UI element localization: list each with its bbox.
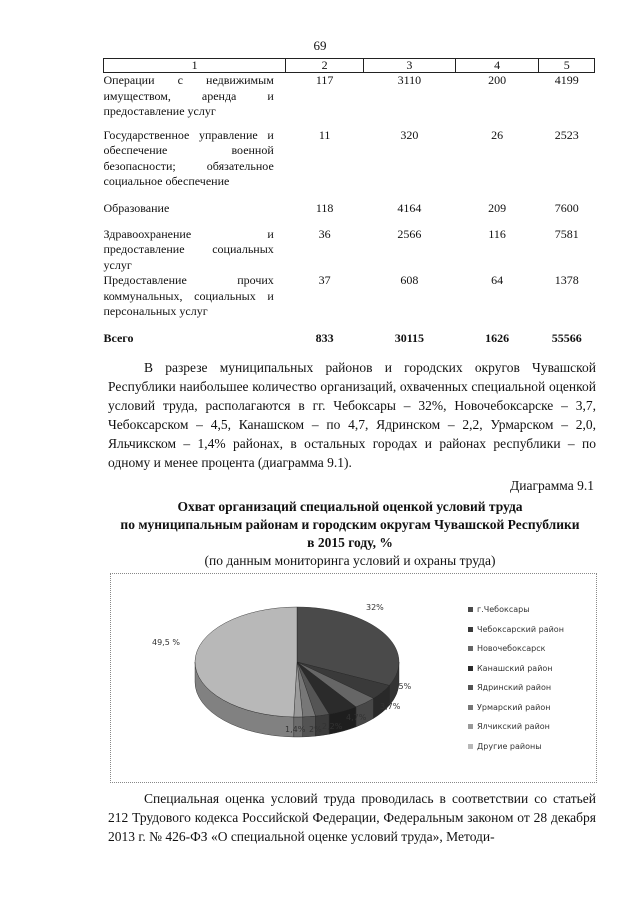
legend-item (468, 717, 564, 737)
cell: 64 (491, 273, 504, 287)
cell: 200 (488, 73, 507, 87)
cell: 833 (315, 331, 334, 345)
header-cell: 1 (104, 59, 286, 73)
data-label: 32% (366, 603, 384, 612)
legend-label: Новочебоксарск (477, 644, 546, 654)
cell: 320 (400, 127, 419, 142)
cell: 4164 (397, 200, 422, 215)
paragraph-1: В разрезе муниципальных районов и городских округов Чувашской Республики наибольшее количество организаций, охваченных специальной оценкой условий труда, располагаются в гг. Чебоксары – 32%, Новочебоксарске – 3,7, Чебоксарском – 4,5, Канашском – по 4,7, Ядринском – 2,2, Урмарском – 2,0, Яльчикском – 1,4% районах, в остальных городах и районах республики – по одному и менее процента (диаграмма 9.1). (108, 360, 596, 470)
legend-label: Ялчикский район (477, 722, 550, 732)
row-label: Предоставление прочих коммунальных, социальных и персональных услуг (103, 273, 274, 318)
legend-label: Урмарский район (477, 702, 551, 712)
legend-label: г.Чебоксары (477, 605, 530, 615)
data-label: 4,7% (346, 713, 367, 722)
legend-swatch (468, 627, 473, 632)
data-label: 1,4% (285, 725, 306, 734)
legend-swatch (468, 666, 473, 671)
diagram-label: Диаграмма 9.1 (510, 478, 594, 493)
legend-item (468, 678, 564, 698)
chart-title-line: в 2015 году, % (307, 535, 393, 550)
header-cell: 4 (455, 59, 539, 73)
row-label: Здравоохранение и предоставление социальных услуг (103, 226, 274, 272)
legend-swatch (468, 685, 473, 690)
cell: 26 (491, 127, 504, 142)
row-label: Операции с недвижимым имуществом, аренда и предоставление услуг (103, 73, 274, 118)
cell: 116 (488, 226, 506, 241)
data-label: 3,7% (380, 702, 401, 711)
cell: 3110 (397, 73, 422, 87)
data-label: .5% (396, 682, 412, 691)
chart-legend (468, 600, 564, 756)
data-label: 2% (309, 725, 322, 734)
header-cell: 2 (286, 59, 364, 73)
row-label: Государственное управление и обеспечение военной безопасности; обязательное социальное обеспечение (103, 127, 274, 188)
legend-swatch (468, 646, 473, 651)
cell: 37 (318, 273, 331, 287)
cell: 7581 (554, 226, 579, 241)
legend-item (468, 659, 564, 679)
legend-label: Канашский район (477, 663, 553, 673)
legend-item (468, 600, 564, 620)
cell: 209 (488, 200, 507, 215)
header-cell: 3 (364, 59, 456, 73)
chart-subtitle: (по данным мониторинга условий и охраны труда) (204, 553, 496, 568)
data-label: 49,5 % (152, 638, 180, 647)
legend-item (468, 737, 564, 757)
cell: 11 (318, 127, 331, 142)
legend-item (468, 639, 564, 659)
cell: 1626 (485, 331, 510, 345)
cell: 2523 (554, 127, 579, 142)
cell: 30115 (394, 331, 425, 345)
cell: 117 (315, 73, 334, 87)
cell: 1378 (554, 273, 579, 287)
legend-label: Другие районы (477, 741, 542, 751)
legend-label: Ядринский район (477, 683, 552, 693)
chart-title-line: по муниципальным районам и городским округам Чувашской Республики (120, 517, 580, 532)
cell: 55566 (551, 331, 582, 345)
header-cell: 5 (539, 59, 595, 73)
row-label: Образование (103, 200, 170, 215)
row-label: Всего (103, 331, 134, 345)
legend-swatch (468, 705, 473, 710)
cell: 4199 (554, 73, 579, 87)
cell: 118 (315, 200, 334, 215)
cell: 608 (400, 273, 419, 287)
legend-swatch (468, 607, 473, 612)
legend-item (468, 698, 564, 718)
chart-title-line: Охват организаций специальной оценкой условий труда (177, 499, 523, 514)
legend-swatch (468, 724, 473, 729)
legend-label: Чебоксарский район (477, 624, 564, 634)
legend-item (468, 620, 564, 640)
legend-swatch (468, 744, 473, 749)
cell: 36 (318, 226, 331, 241)
cell: 7600 (554, 200, 579, 215)
data-label: 2,2% (322, 722, 343, 731)
page-number: 69 (313, 38, 327, 53)
paragraph-2: Специальная оценка условий труда проводилась в соответствии со статьей 212 Трудового кодекса Российской Федерации, Федеральным законом от 28 декабря 2013 г. № 426-ФЗ «О специальной оценке условий труда», Методи- (108, 791, 596, 844)
cell: 2566 (397, 226, 422, 241)
